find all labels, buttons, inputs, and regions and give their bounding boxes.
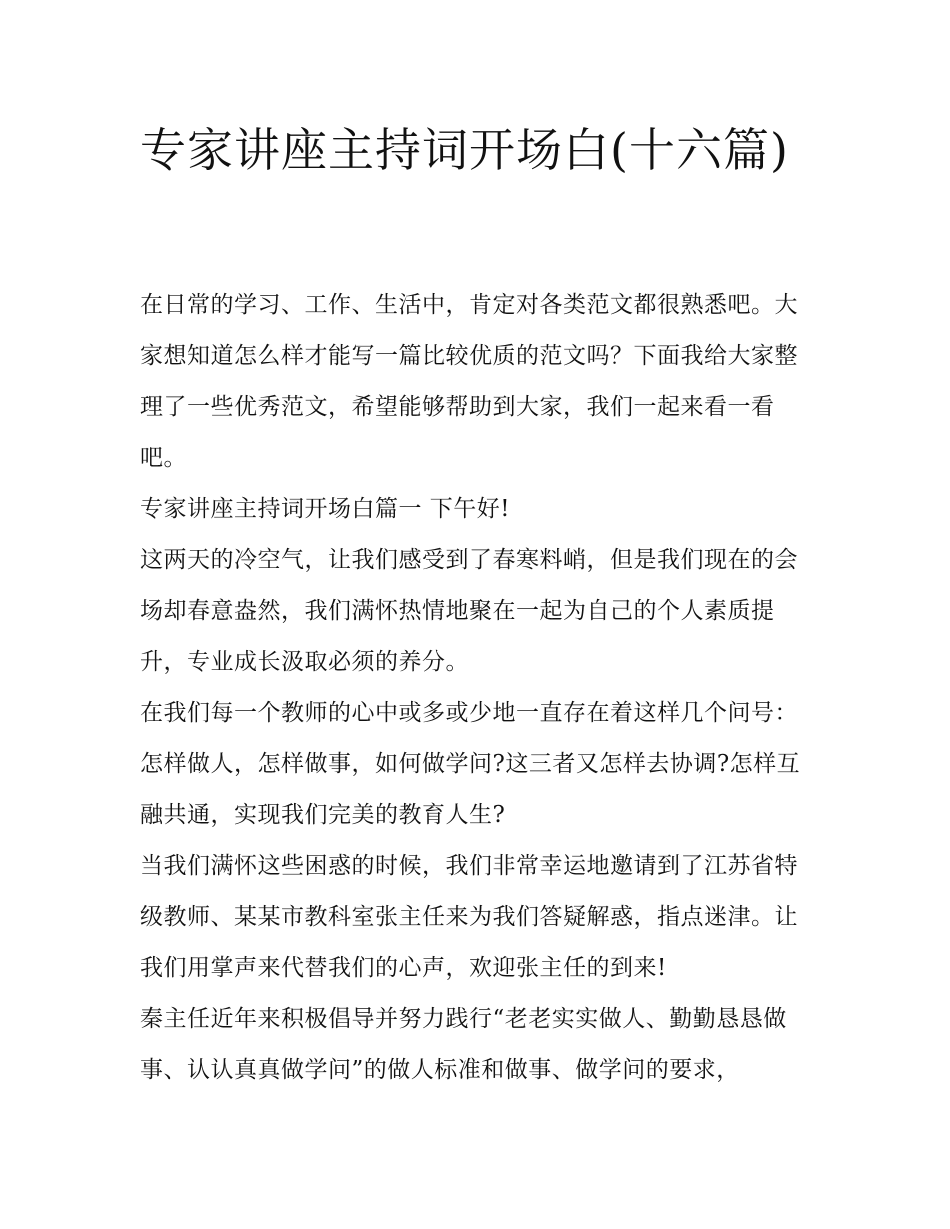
paragraph-intro: 在日常的学习、工作、生活中，肯定对各类范文都很熟悉吧。大家想知道怎么样才能写一篇比较优质的范文吗？下面我给大家整理了一些优秀范文，希望能够帮助到大家，我们一起来看一看吧。: [140, 292, 798, 471]
paragraph: 秦主任近年来积极倡导并努力践行“老老实实做人、勤勤恳恳做事、认认真真做学问”的做人标准和做事、做学问的要求，: [140, 1006, 787, 1083]
paragraph: 这两天的冷空气，让我们感受到了春寒料峭，但是我们现在的会场却春意盎然，我们满怀热情地聚在一起为自己的个人素质提升，专业成长汲取必须的养分。: [140, 547, 798, 675]
document-body: [140, 280, 812, 1096]
paragraph: 当我们满怀这些困惑的时候，我们非常幸运地邀请到了江苏省特级教师、某某市教科室张主任来为我们答疑解惑，指点迷津。让我们用掌声来代替我们的心声，欢迎张主任的到来!: [140, 853, 798, 981]
paragraph: 在我们每一个教师的心中或多或少地一直存在着这样几个问号：怎样做人，怎样做事，如何做学问?这三者又怎样去协调?怎样互融共通，实现我们完美的教育人生?: [140, 700, 801, 828]
document-title: 专家讲座主持词开场白(十六篇): [140, 123, 789, 177]
paragraph-section-heading: 专家讲座主持词开场白篇一 下午好!: [140, 496, 511, 522]
